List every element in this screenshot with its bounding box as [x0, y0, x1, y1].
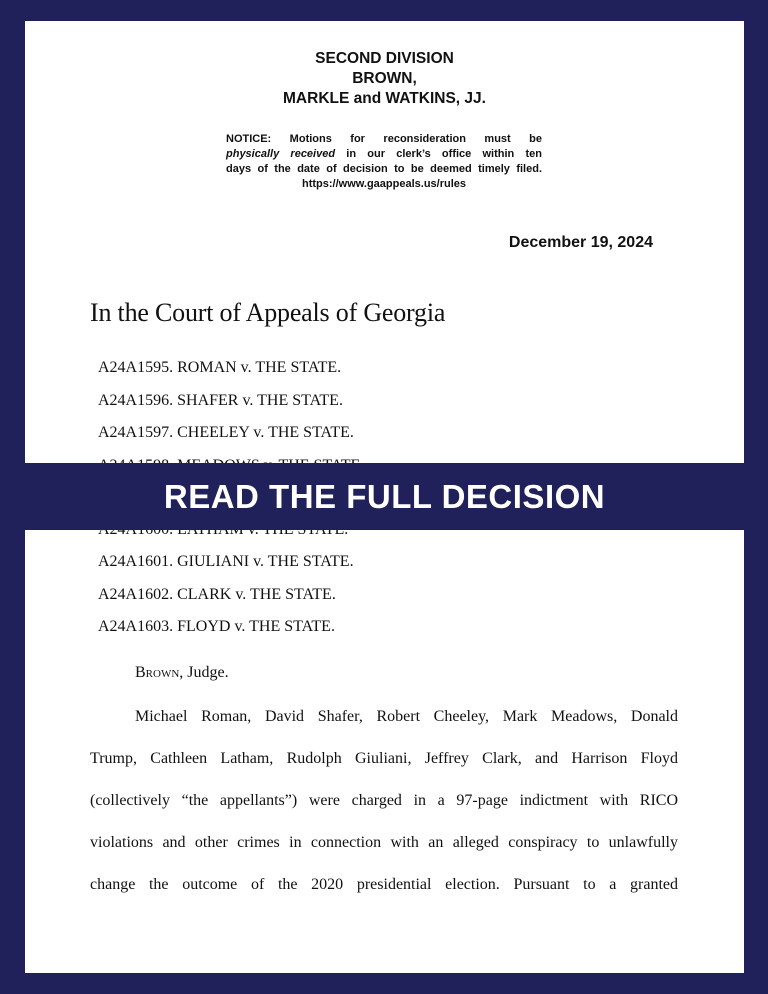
case-caption: A24A1603. FLOYD v. THE STATE.	[98, 618, 335, 635]
notice-line-2	[226, 147, 542, 162]
notice-line-1: NOTICE: Motions for reconsideration must be	[226, 133, 542, 145]
case-caption: A24A1595. ROMAN v. THE STATE.	[98, 359, 342, 376]
opinion-author	[135, 664, 229, 682]
case-caption: A24A1597. CHEELEY v. THE STATE.	[98, 424, 354, 441]
read-full-decision-button[interactable]	[25, 463, 744, 530]
author-name: Brown	[135, 664, 180, 681]
notice-emphasis: physically received	[226, 148, 336, 160]
notice-line-3: days of the date of decision to be deemed timely filed.	[226, 163, 542, 175]
opinion-line: (collectively “the appellants”) were charged in a 97-page indictment with RICO	[90, 792, 678, 809]
read-full-decision-label: READ THE FULL DECISION	[163, 477, 606, 515]
case-caption: A24A1602. CLARK v. THE STATE.	[98, 586, 336, 603]
rules-link[interactable]: https://www.gaappeals.us/rules	[301, 178, 467, 190]
judges-line-1: BROWN,	[352, 70, 417, 87]
case-caption: A24A1601. GIULIANI v. THE STATE.	[98, 553, 354, 570]
decision-date: December 19, 2024	[508, 234, 653, 251]
opinion-paragraph	[90, 696, 678, 906]
reconsideration-notice	[226, 132, 542, 192]
judges-line-2: MARKLE and WATKINS, JJ.	[283, 90, 486, 107]
author-suffix: , Judge.	[179, 664, 229, 681]
opinion-line: violations and other crimes in connection with an alleged conspiracy to unlawfully	[90, 834, 678, 851]
case-caption: A24A1596. SHAFER v. THE STATE.	[98, 392, 343, 409]
opinion-line: change the outcome of the 2020 presidential election. Pursuant to a granted	[90, 876, 678, 893]
opinion-line: Michael Roman, David Shafer, Robert Cheeley, Mark Meadows, Donald	[135, 708, 678, 725]
notice-line-2-rest: in our clerk’s office within ten	[335, 148, 542, 160]
court-title: In the Court of Appeals of Georgia	[90, 298, 446, 327]
division-header	[25, 49, 744, 109]
division-title: SECOND DIVISION	[315, 50, 454, 67]
opinion-line: Trump, Cathleen Latham, Rudolph Giuliani, Jeffrey Clark, and Harrison Floyd	[90, 750, 678, 767]
